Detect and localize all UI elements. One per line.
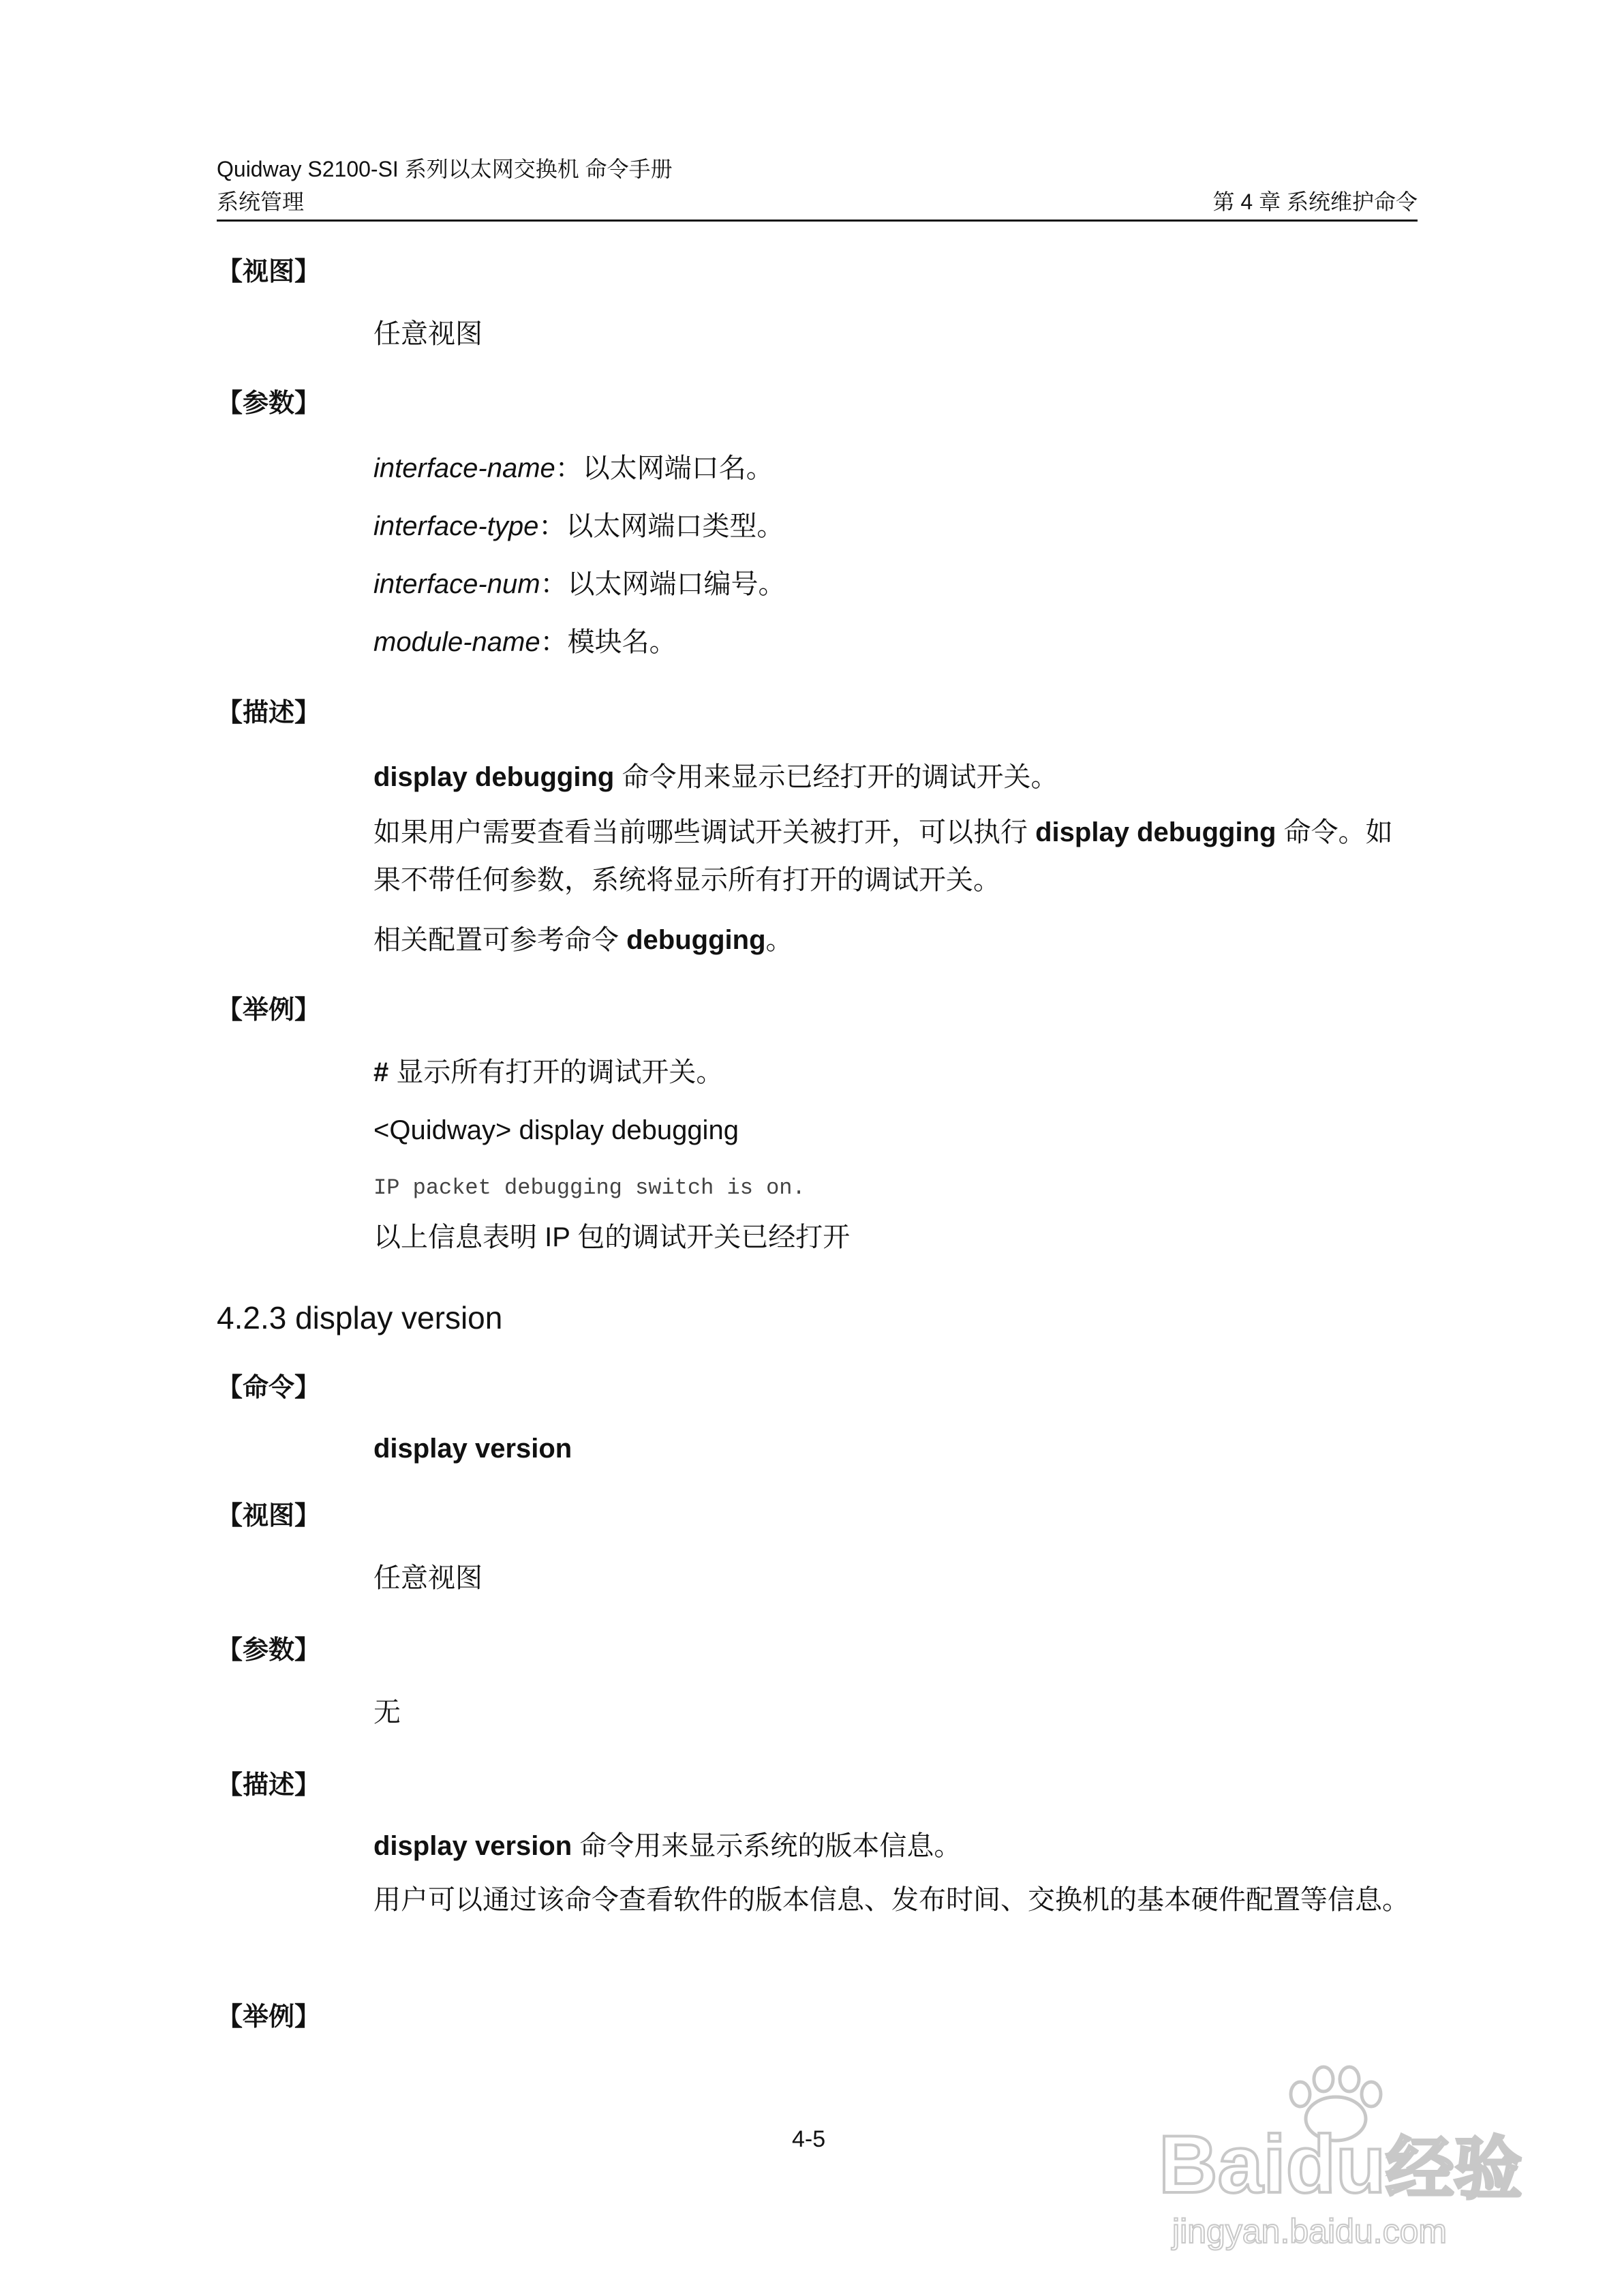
param-desc: ：以太网端口类型。 bbox=[538, 511, 784, 541]
watermark-brand-c: 经验 bbox=[1386, 2131, 1522, 2207]
example-output: IP packet debugging switch is on. bbox=[373, 1175, 806, 1200]
command-name: display debugging bbox=[1035, 817, 1276, 847]
command-name: display version bbox=[373, 1831, 572, 1861]
desc-text: 相关配置可参考命令 bbox=[373, 925, 627, 955]
desc-line-3 bbox=[373, 923, 793, 957]
example-heading: 【举例】 bbox=[217, 996, 321, 1025]
header-rule bbox=[217, 220, 1418, 222]
doc-section: 系统管理 bbox=[217, 190, 305, 214]
param-item bbox=[373, 567, 786, 601]
desc-text: 命令。如果不带任何参数，系统将显示所有打开的调试开关。 bbox=[373, 817, 1393, 895]
comment-text: 显示所有打开的调试开关。 bbox=[388, 1057, 724, 1087]
desc-paragraph-2 bbox=[373, 809, 1416, 904]
desc-heading: 【描述】 bbox=[217, 699, 321, 727]
watermark-url: jingyan.baidu.com bbox=[1172, 2212, 1448, 2250]
param-item bbox=[373, 451, 774, 485]
desc-line-1 bbox=[373, 1829, 961, 1863]
param-item bbox=[373, 509, 784, 543]
param-item bbox=[373, 625, 677, 659]
watermark-brand bbox=[1159, 2120, 1522, 2214]
param-desc: ：以太网端口名。 bbox=[555, 453, 774, 483]
params-heading: 【参数】 bbox=[217, 389, 321, 418]
doc-chapter: 第 4 章 系统维护命令 bbox=[1212, 190, 1418, 214]
watermark-brand-a: Bai bbox=[1159, 2119, 1286, 2210]
doc-title: Quidway S2100-SI 系列以太网交换机 命令手册 bbox=[217, 157, 673, 181]
command-name: debugging bbox=[626, 925, 766, 955]
example-heading: 【举例】 bbox=[217, 2003, 321, 2031]
param-desc: ：模块名。 bbox=[540, 627, 677, 657]
command-heading: 【命令】 bbox=[217, 1374, 321, 1402]
param-desc: ：以太网端口编号。 bbox=[540, 569, 786, 599]
view-text: 任意视图 bbox=[373, 1563, 483, 1593]
view-heading: 【视图】 bbox=[217, 258, 321, 286]
example-comment bbox=[373, 1055, 723, 1089]
watermark-brand-b: du bbox=[1285, 2119, 1386, 2210]
example-command: <Quidway> display debugging bbox=[373, 1115, 739, 1145]
section-title: 4.2.3 display version bbox=[217, 1300, 503, 1335]
command-syntax: display version bbox=[373, 1434, 572, 1464]
view-heading: 【视图】 bbox=[217, 1502, 321, 1530]
baidu-jingyan-watermark bbox=[1131, 2045, 1540, 2250]
param-name: interface-num bbox=[373, 569, 540, 599]
param-name: module-name bbox=[373, 627, 540, 657]
param-name: interface-name bbox=[373, 453, 555, 483]
desc-text: 命令用来显示系统的版本信息。 bbox=[572, 1831, 962, 1861]
desc-paragraph-2: 用户可以通过该命令查看软件的版本信息、发布时间、交换机的基本硬件配置等信息。 bbox=[373, 1885, 1409, 1915]
view-text: 任意视图 bbox=[373, 319, 483, 349]
desc-text: 如果用户需要查看当前哪些调试开关被打开，可以执行 bbox=[373, 817, 1036, 847]
page-number: 4-5 bbox=[792, 2126, 826, 2152]
desc-heading: 【描述】 bbox=[217, 1771, 321, 1800]
param-name: interface-type bbox=[373, 511, 539, 541]
desc-line-1 bbox=[373, 760, 1058, 794]
comment-hash: # bbox=[373, 1057, 389, 1087]
params-text: 无 bbox=[373, 1697, 401, 1727]
desc-text: 命令用来显示已经打开的调试开关。 bbox=[614, 762, 1058, 792]
params-heading: 【参数】 bbox=[217, 1636, 321, 1665]
desc-text: 。 bbox=[765, 925, 793, 955]
example-note: 以上信息表明 IP 包的调试开关已经打开 bbox=[373, 1222, 851, 1252]
command-name: display debugging bbox=[373, 762, 615, 792]
